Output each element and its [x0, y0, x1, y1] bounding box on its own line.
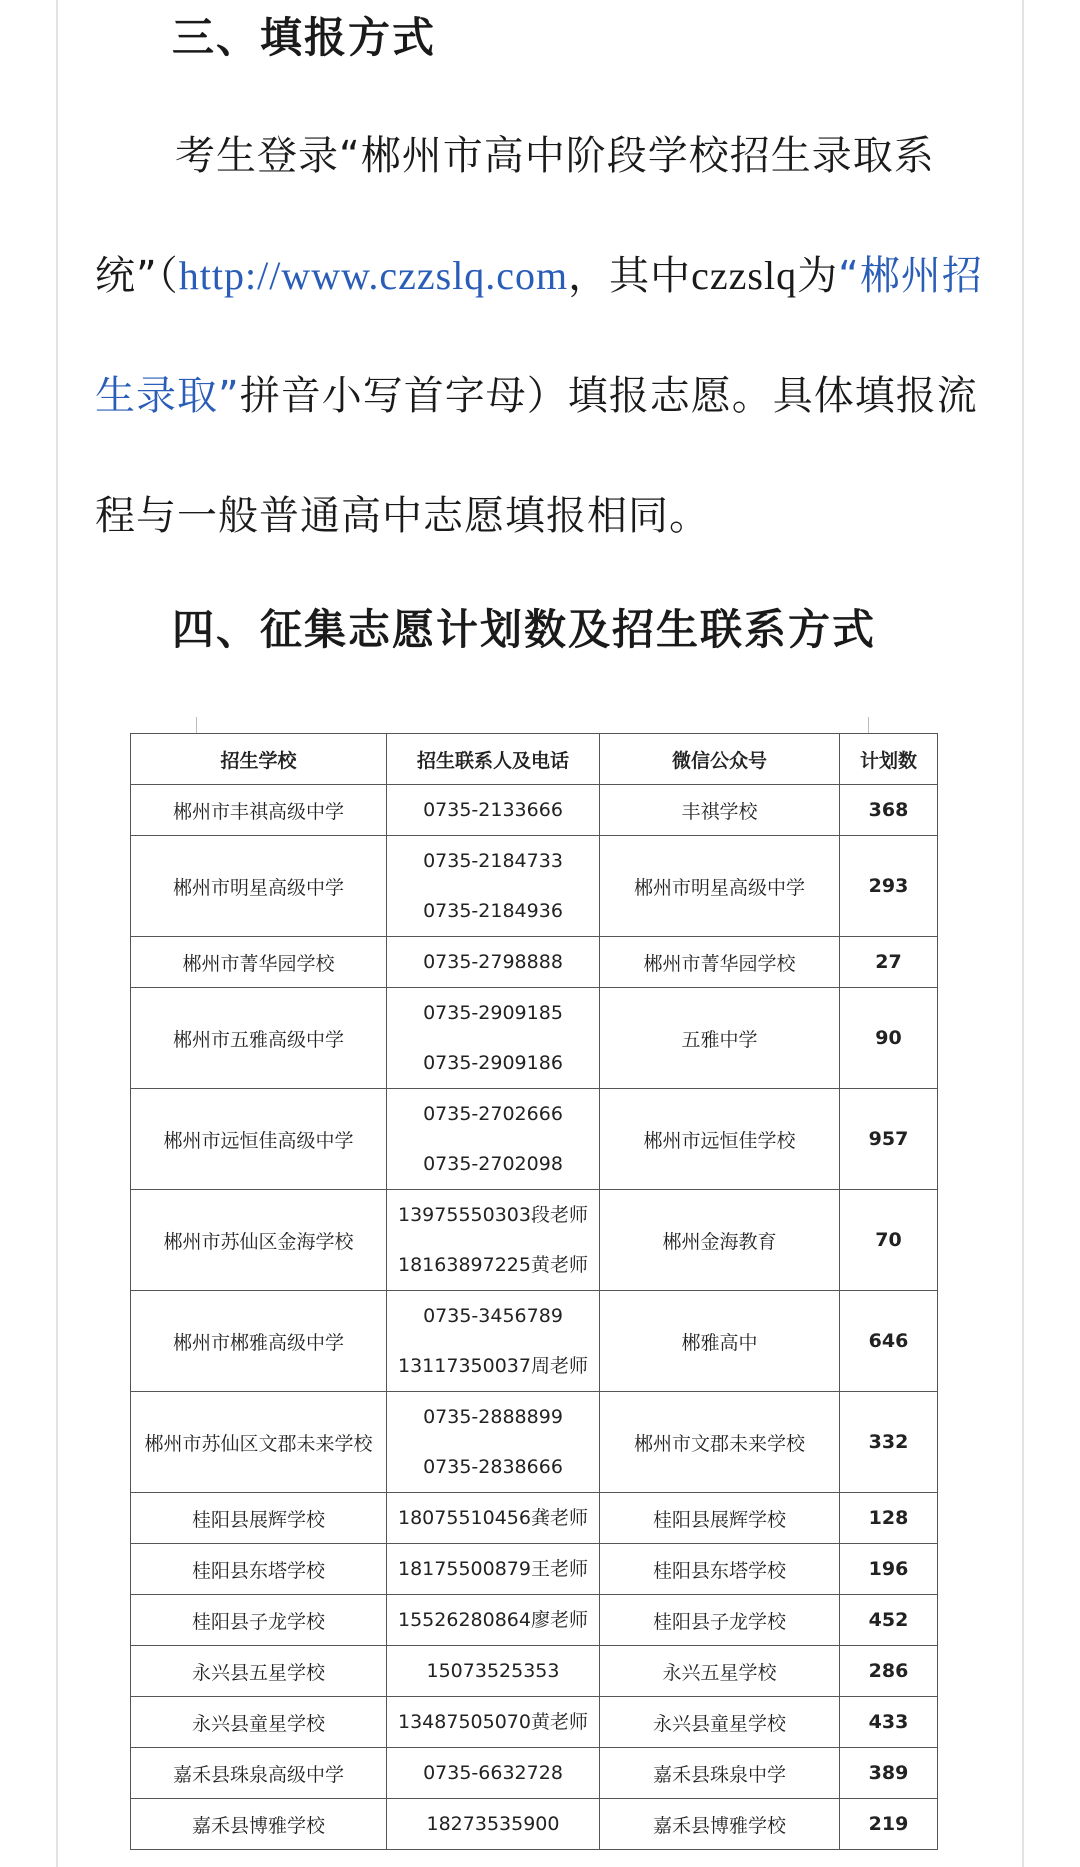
school-cell: 郴州市菁华园学校 — [131, 937, 387, 988]
school-cell: 郴州市丰祺高级中学 — [131, 785, 387, 836]
header-plan: 计划数 — [840, 734, 938, 785]
school-cell: 嘉禾县珠泉高级中学 — [131, 1748, 387, 1799]
phone-cell — [387, 1697, 600, 1748]
wechat-cell: 嘉禾县博雅学校 — [600, 1799, 840, 1850]
para-text-procedure: 拼音小写首字母）填报志愿。具体填报流程与一般普通高中志愿填报相同。 — [95, 373, 978, 539]
page-edge-left — [56, 0, 58, 1867]
header-school: 招生学校 — [131, 734, 387, 785]
plan-table — [130, 733, 938, 1850]
phone-cell — [387, 1190, 600, 1291]
phone-number: 0735-2184936 — [423, 900, 563, 922]
phone-cell — [387, 1493, 600, 1544]
plan-count-cell: 332 — [840, 1392, 938, 1493]
section-heading-fill-method: 三、填报方式 — [172, 13, 437, 62]
table-row — [131, 1392, 938, 1493]
school-cell: 郴州市远恒佳高级中学 — [131, 1089, 387, 1190]
phone-number: 18163897225黄老师 — [398, 1254, 588, 1276]
phone-number: 18273535900 — [426, 1813, 560, 1835]
table-margin-tick — [868, 717, 869, 733]
phone-cell — [387, 1595, 600, 1646]
wechat-cell: 郴雅高中 — [600, 1291, 840, 1392]
school-cell: 郴州市明星高级中学 — [131, 836, 387, 937]
system-url-link[interactable]: http://www.czzslq.com — [178, 253, 569, 298]
school-cell: 桂阳县东塔学校 — [131, 1544, 387, 1595]
phone-cell — [387, 988, 600, 1089]
phone-number: 0735-2909186 — [423, 1052, 563, 1074]
admission-name-link[interactable]: “郴州招生录取” — [95, 253, 983, 419]
wechat-cell: 郴州市远恒佳学校 — [600, 1089, 840, 1190]
wechat-cell: 郴州市菁华园学校 — [600, 937, 840, 988]
plan-count-cell: 452 — [840, 1595, 938, 1646]
table-row — [131, 937, 938, 988]
phone-number: 0735-2798888 — [423, 951, 563, 973]
table-row — [131, 1493, 938, 1544]
wechat-cell: 永兴县童星学校 — [600, 1697, 840, 1748]
school-cell: 郴州市五雅高级中学 — [131, 988, 387, 1089]
table-row — [131, 785, 938, 836]
phone-number: 15073525353 — [426, 1660, 560, 1682]
table-row — [131, 1646, 938, 1697]
table-row — [131, 1799, 938, 1850]
para-text-is: 为 — [797, 253, 839, 299]
phone-cell — [387, 1748, 600, 1799]
school-cell: 郴州市苏仙区金海学校 — [131, 1190, 387, 1291]
plan-count-cell: 286 — [840, 1646, 938, 1697]
phone-number: 0735-6632728 — [423, 1762, 563, 1784]
para-text-login: 考生登录“郴州市高中阶段学校招生录取系统”（ — [95, 133, 935, 299]
para-text-where: ，其中 — [568, 253, 692, 299]
phone-number: 13975550303段老师 — [398, 1204, 588, 1226]
phone-cell — [387, 785, 600, 836]
school-cell: 嘉禾县博雅学校 — [131, 1799, 387, 1850]
header-contact: 招生联系人及电话 — [387, 734, 600, 785]
wechat-cell: 丰祺学校 — [600, 785, 840, 836]
wechat-cell: 桂阳县展辉学校 — [600, 1493, 840, 1544]
table-row — [131, 1190, 938, 1291]
table-row — [131, 1748, 938, 1799]
plan-count-cell: 196 — [840, 1544, 938, 1595]
table-row — [131, 1291, 938, 1392]
school-cell: 桂阳县子龙学校 — [131, 1595, 387, 1646]
phone-number: 0735-2888899 — [423, 1406, 563, 1428]
phone-number: 0735-2133666 — [423, 799, 563, 821]
section-heading-plan-contacts: 四、征集志愿计划数及招生联系方式 — [172, 605, 877, 654]
table-row — [131, 1595, 938, 1646]
wechat-cell: 永兴五星学校 — [600, 1646, 840, 1697]
plan-count-cell: 957 — [840, 1089, 938, 1190]
table-row — [131, 988, 938, 1089]
plan-count-cell: 27 — [840, 937, 938, 988]
wechat-cell: 郴州市文郡未来学校 — [600, 1392, 840, 1493]
phone-cell — [387, 836, 600, 937]
phone-number: 0735-2909185 — [423, 1002, 563, 1024]
fill-method-paragraph — [95, 96, 995, 576]
plan-count-cell: 219 — [840, 1799, 938, 1850]
phone-number: 18175500879王老师 — [398, 1558, 588, 1580]
phone-cell — [387, 937, 600, 988]
wechat-cell: 郴州金海教育 — [600, 1190, 840, 1291]
phone-number: 0735-2838666 — [423, 1456, 563, 1478]
school-cell: 郴州市郴雅高级中学 — [131, 1291, 387, 1392]
plan-count-cell: 646 — [840, 1291, 938, 1392]
para-code-czzslq: czzslq — [691, 253, 798, 298]
phone-cell — [387, 1392, 600, 1493]
phone-number: 18075510456龚老师 — [398, 1507, 588, 1529]
phone-number: 0735-3456789 — [423, 1305, 563, 1327]
table-header-row — [131, 734, 938, 785]
plan-count-cell: 90 — [840, 988, 938, 1089]
phone-number: 13487505070黄老师 — [398, 1711, 588, 1733]
table-row — [131, 836, 938, 937]
phone-number: 0735-2184733 — [423, 850, 563, 872]
phone-cell — [387, 1799, 600, 1850]
phone-number: 15526280864廖老师 — [398, 1609, 588, 1631]
wechat-cell: 嘉禾县珠泉中学 — [600, 1748, 840, 1799]
plan-count-cell: 389 — [840, 1748, 938, 1799]
plan-count-cell: 293 — [840, 836, 938, 937]
phone-cell — [387, 1291, 600, 1392]
header-wechat: 微信公众号 — [600, 734, 840, 785]
phone-number: 0735-2702666 — [423, 1103, 563, 1125]
school-cell: 桂阳县展辉学校 — [131, 1493, 387, 1544]
table-margin-tick — [196, 717, 197, 733]
phone-cell — [387, 1544, 600, 1595]
wechat-cell: 桂阳县子龙学校 — [600, 1595, 840, 1646]
plan-count-cell: 128 — [840, 1493, 938, 1544]
table-row — [131, 1697, 938, 1748]
wechat-cell: 郴州市明星高级中学 — [600, 836, 840, 937]
phone-cell — [387, 1646, 600, 1697]
school-cell: 永兴县童星学校 — [131, 1697, 387, 1748]
wechat-cell: 五雅中学 — [600, 988, 840, 1089]
table-row — [131, 1089, 938, 1190]
plan-count-cell: 433 — [840, 1697, 938, 1748]
plan-count-cell: 368 — [840, 785, 938, 836]
table-row — [131, 1544, 938, 1595]
school-cell: 永兴县五星学校 — [131, 1646, 387, 1697]
school-cell: 郴州市苏仙区文郡未来学校 — [131, 1392, 387, 1493]
wechat-cell: 桂阳县东塔学校 — [600, 1544, 840, 1595]
phone-cell — [387, 1089, 600, 1190]
page-edge-right — [1022, 0, 1024, 1867]
phone-number: 0735-2702098 — [423, 1153, 563, 1175]
plan-count-cell: 70 — [840, 1190, 938, 1291]
phone-number: 13117350037周老师 — [398, 1355, 588, 1377]
